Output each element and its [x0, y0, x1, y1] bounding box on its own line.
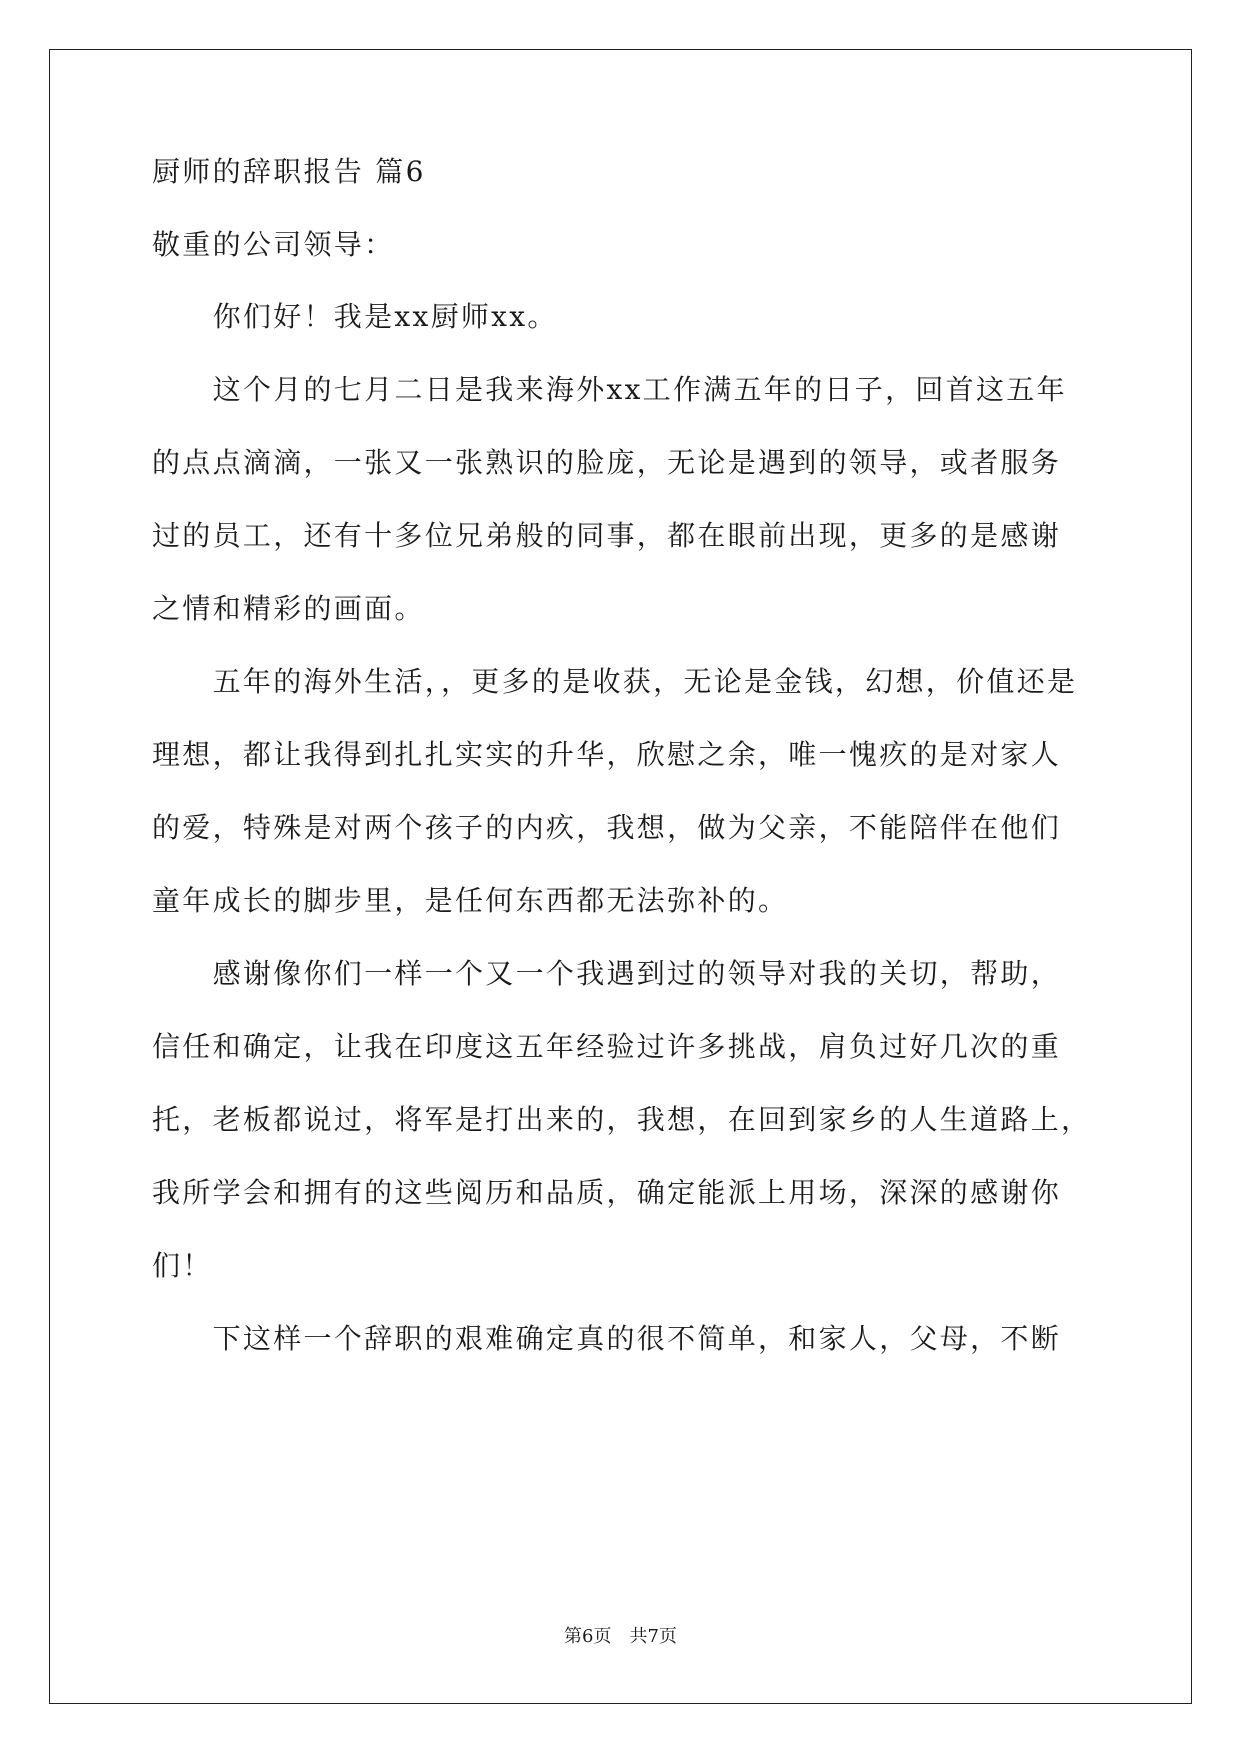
body-line: 感谢像你们一样一个又一个我遇到过的领导对我的关切，帮助， — [152, 957, 1062, 990]
body-line: 信任和确定，让我在印度这五年经验过许多挑战，肩负过好几次的重 — [152, 1030, 1062, 1063]
body-line: 我所学会和拥有的这些阅历和品质，确定能派上用场，深深的感谢你 — [152, 1176, 1062, 1209]
body-line: 你们好！我是xx厨师xx。 — [152, 300, 558, 333]
salutation: 敬重的公司领导： — [152, 228, 395, 261]
body-line: 这个月的七月二日是我来海外xx工作满五年的日子，回首这五年 — [152, 373, 1067, 406]
body-line: 的爱，特殊是对两个孩子的内疚，我想，做为父亲，不能陪伴在他们 — [152, 811, 1062, 844]
body-line: 童年成长的脚步里，是任何东西都无法弥补的。 — [152, 884, 789, 917]
body-line: 的点点滴滴，一张又一张熟识的脸庞，无论是遇到的领导，或者服务 — [152, 446, 1062, 479]
page-number: 第6页 共7页 — [564, 1626, 677, 1647]
body-line: 理想，都让我得到扎扎实实的升华，欣慰之余，唯一愧疚的是对家人 — [152, 738, 1062, 771]
page-border — [49, 49, 1192, 1704]
body-line: 们！ — [152, 1249, 213, 1282]
body-line: 之情和精彩的画面。 — [152, 592, 425, 625]
body-line: 托，老板都说过，将军是打出来的，我想，在回到家乡的人生道路上， — [152, 1103, 1092, 1136]
body-line: 下这样一个辞职的艰难确定真的很不简单，和家人，父母，不断 — [152, 1322, 1062, 1355]
body-line: 五年的海外生活，，更多的是收获，无论是金钱，幻想，价值还是 — [152, 665, 1078, 698]
document-title: 厨师的辞职报告 篇6 — [152, 155, 426, 188]
body-line: 过的员工，还有十多位兄弟般的同事，都在眼前出现，更多的是感谢 — [152, 519, 1062, 552]
page-footer — [0, 1625, 1241, 1649]
